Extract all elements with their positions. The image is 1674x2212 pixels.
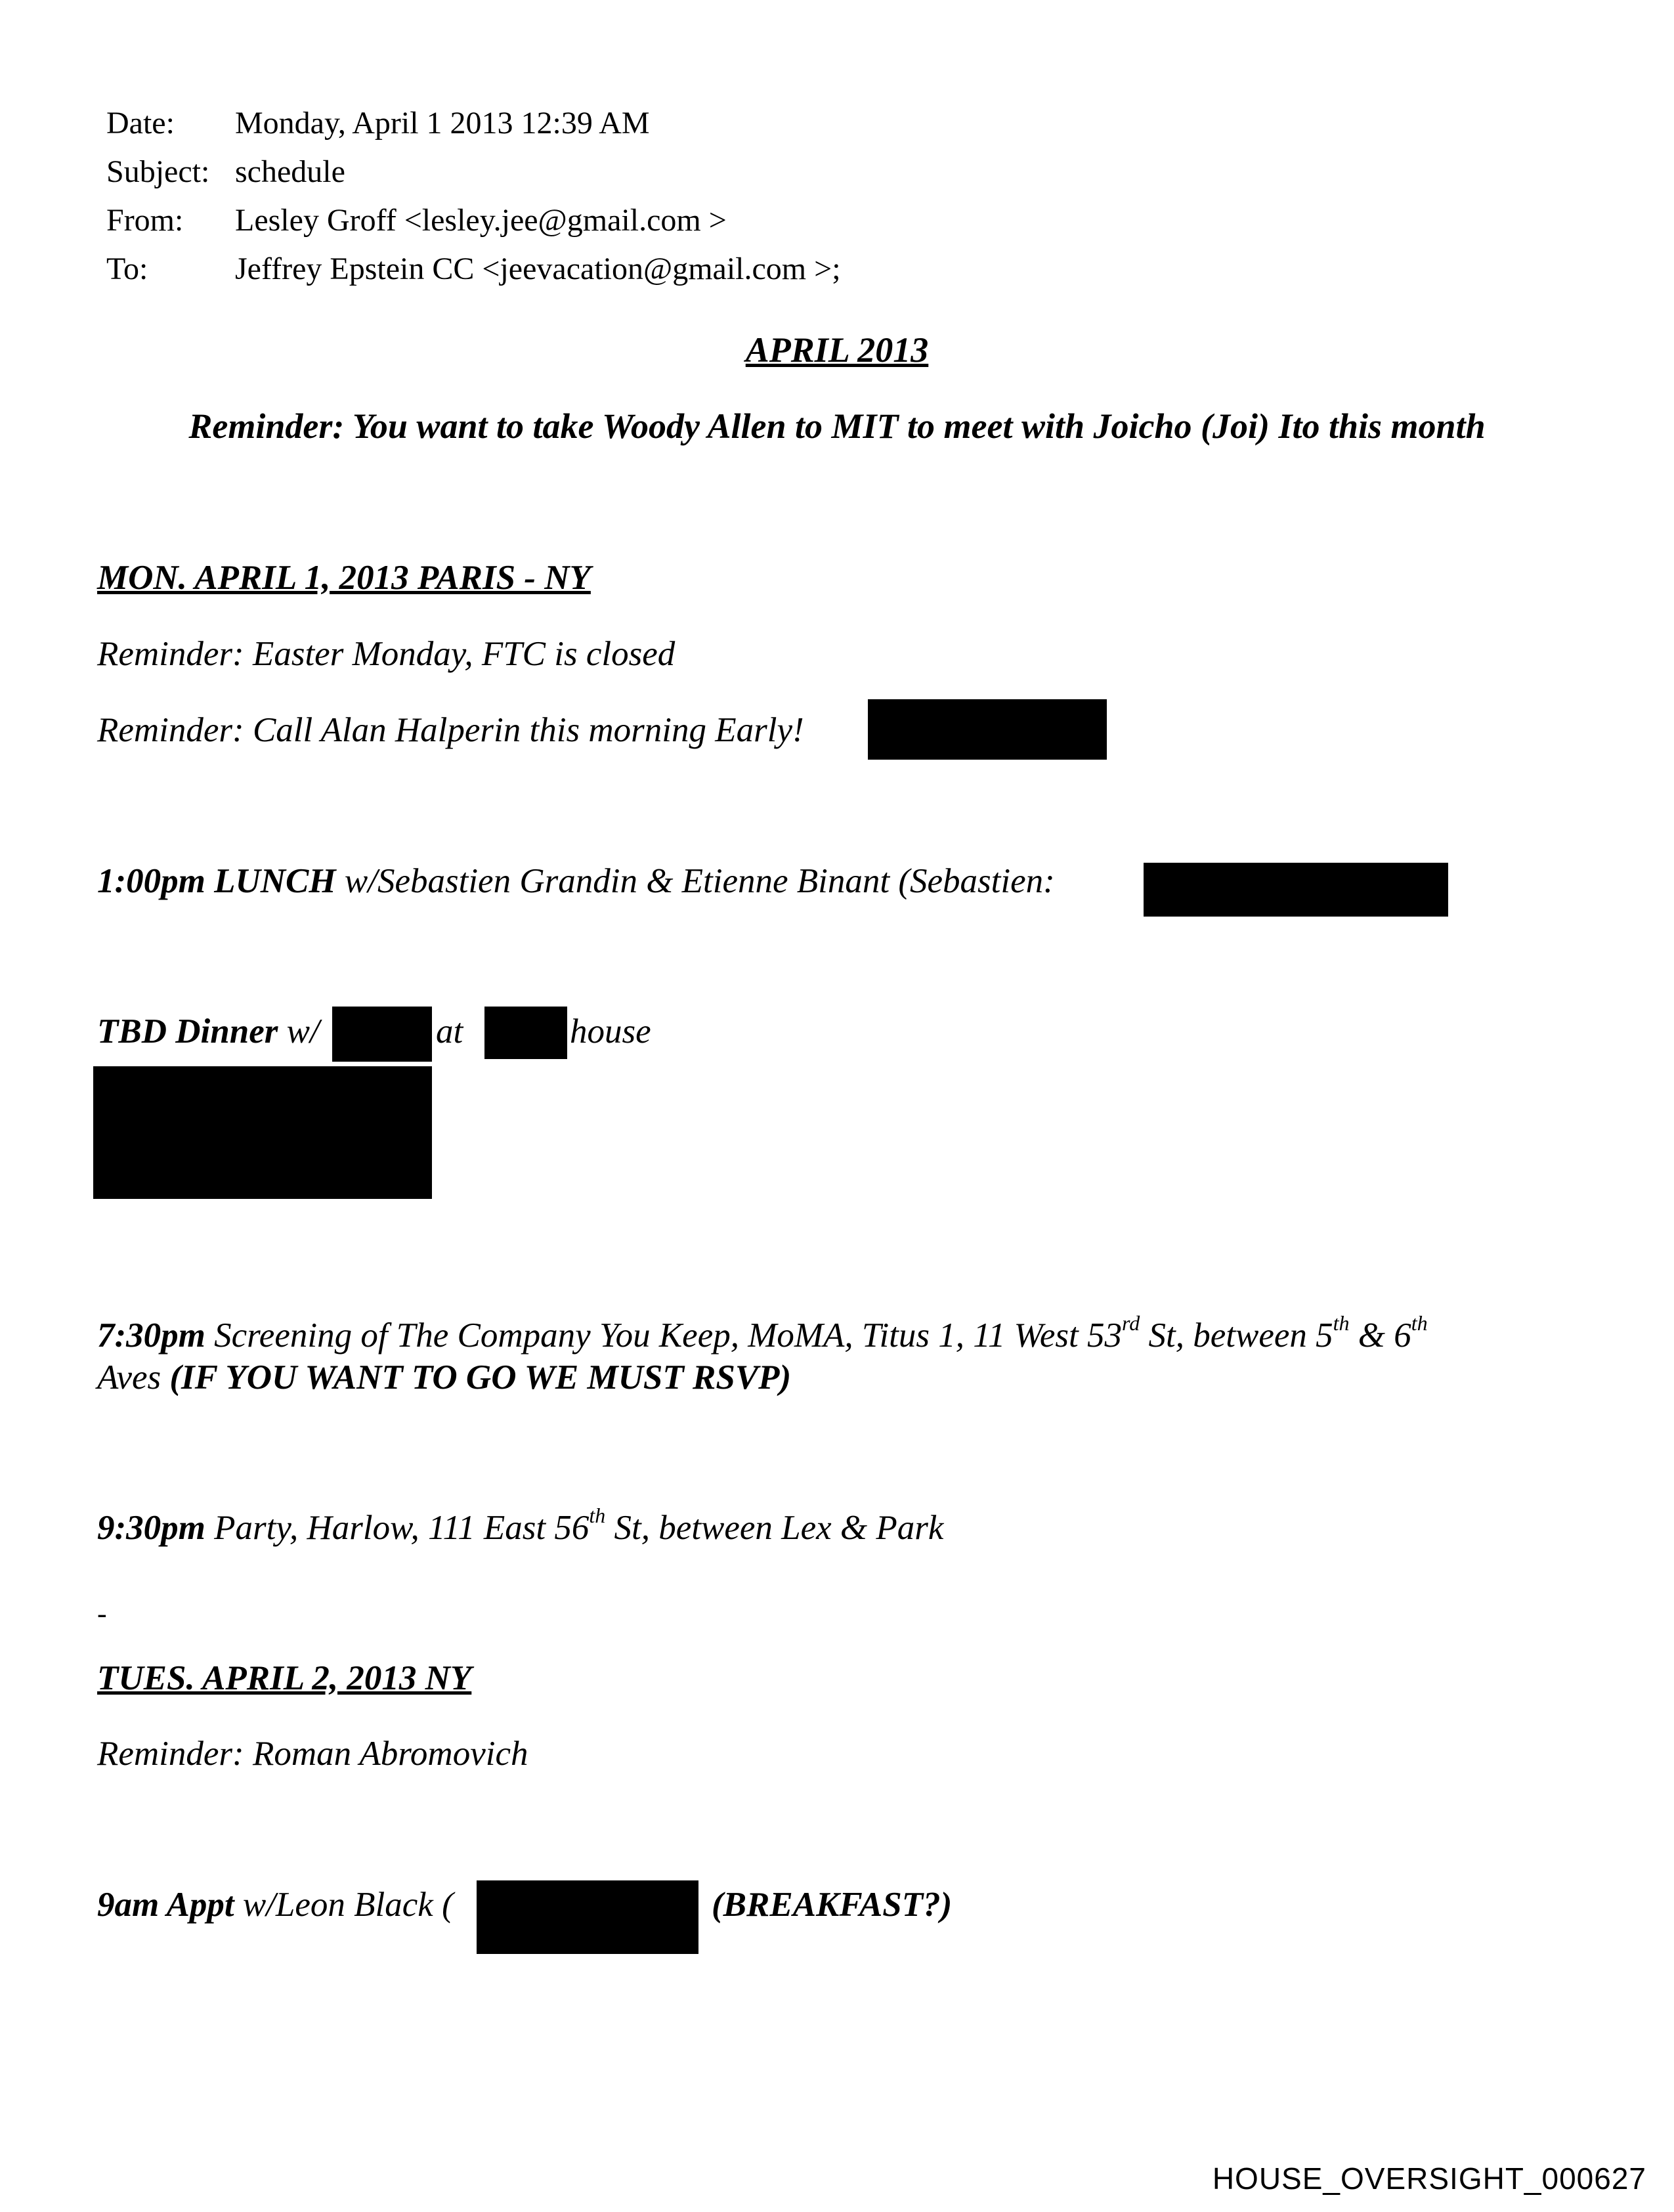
lunch-time: 1:00pm LUNCH: [97, 862, 336, 900]
lunch-text: w/Sebastien Grandin & Etienne Binant (Sebastien:: [335, 862, 1055, 900]
redaction-block: [332, 1007, 432, 1062]
screening-text: St, between 5: [1140, 1316, 1333, 1355]
redaction-block: [484, 1007, 567, 1059]
appt-text: w/Leon Black (: [234, 1886, 454, 1924]
from-label: From:: [106, 203, 184, 238]
from-value: Lesley Groff <lesley.jee@gmail.com >: [235, 203, 727, 238]
day2-appt-line: [97, 1885, 454, 1924]
month-reminder: Reminder: You want to take Woody Allen to MIT to meet with Joicho (Joi) Ito this month: [188, 406, 1486, 446]
day2-reminder: Reminder: Roman Abromovich: [97, 1735, 528, 1773]
bates-number: HOUSE_OVERSIGHT_000627: [1212, 2161, 1646, 2196]
day1-lunch-line: [97, 861, 1055, 901]
appt-time: 9am Appt: [97, 1886, 234, 1924]
redaction-block: [1144, 863, 1448, 917]
day2-heading: TUES. APRIL 2, 2013 NY: [97, 1659, 472, 1697]
day1-heading: MON. APRIL 1, 2013 PARIS - NY: [97, 559, 591, 597]
to-label: To:: [106, 251, 148, 286]
day1-screening-line: [97, 1311, 1428, 1355]
day1-reminder-call: Reminder: Call Alan Halperin this morning Early!: [97, 711, 804, 749]
party-text: Party, Harlow, 111 East 56: [205, 1509, 590, 1547]
screening-text: & 6: [1349, 1316, 1411, 1355]
dinner-house: house: [570, 1012, 651, 1051]
day1-dinner-line: [97, 1012, 320, 1051]
subject-value: schedule: [235, 154, 345, 189]
rsvp-note: (IF YOU WANT TO GO WE MUST RSVP): [169, 1358, 792, 1397]
screening-superscript: th: [1411, 1311, 1428, 1335]
redaction-block: [868, 699, 1107, 760]
dinner-at: at: [436, 1012, 463, 1051]
redaction-block: [93, 1066, 432, 1199]
redaction-block: [477, 1880, 698, 1954]
subject-label: Subject:: [106, 154, 210, 189]
dinner-label: TBD Dinner: [97, 1012, 278, 1051]
day1-reminder-easter: Reminder: Easter Monday, FTC is closed: [97, 635, 676, 673]
screening-superscript: rd: [1122, 1311, 1140, 1335]
dinner-with: w/: [278, 1012, 320, 1051]
screening-time: 7:30pm: [97, 1316, 205, 1355]
day1-party-line: [97, 1504, 944, 1548]
separator-dash: -: [97, 1597, 107, 1630]
month-title: APRIL 2013: [745, 330, 929, 370]
screening-text: Screening of The Company You Keep, MoMA, Titus 1, 11 West 53: [205, 1316, 1122, 1355]
date-value: Monday, April 1 2013 12:39 AM: [235, 106, 650, 141]
party-time: 9:30pm: [97, 1509, 205, 1547]
screening-superscript: th: [1333, 1311, 1350, 1335]
to-value: Jeffrey Epstein CC <jeevacation@gmail.com >;: [235, 251, 841, 286]
date-label: Date:: [106, 106, 175, 141]
party-superscript: th: [589, 1504, 606, 1528]
day1-screening-line2: [97, 1358, 791, 1397]
party-text: St, between Lex & Park: [605, 1509, 944, 1547]
screening-text: Aves: [97, 1358, 170, 1397]
appt-breakfast: (BREAKFAST?): [712, 1886, 953, 1924]
